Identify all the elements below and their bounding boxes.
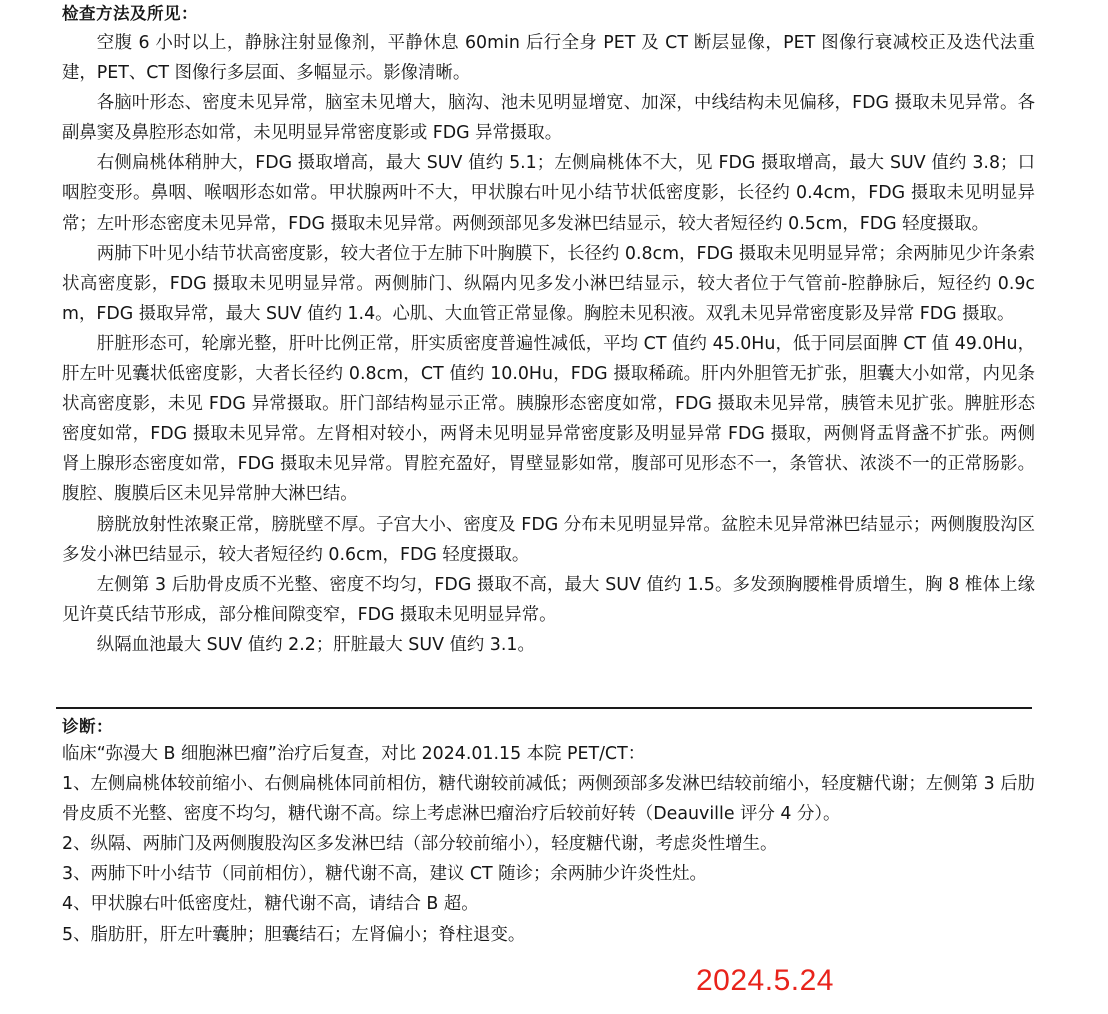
diagnosis-item: 4、甲状腺右叶低密度灶，糖代谢不高，请结合 B 超。 xyxy=(62,894,479,915)
diagnosis-item: 3、两肺下叶小结节（同前相仿），糖代谢不高，建议 CT 随诊；余两肺少许炎性灶。 xyxy=(62,864,707,885)
handwritten-date: 2024.5.24 xyxy=(696,964,834,997)
exam-paragraph-bone: 左侧第 3 后肋骨皮质不光整、密度不均匀，FDG 摄取不高，最大 SUV 值约 1.5。多发颈胸腰椎骨质增生，胸 8 椎体上缘见许莫氏结节形成，部分椎间隙变窄，FDG 摄取未见明显异常。 xyxy=(62,574,1035,625)
exam-paragraph-method: 空腹 6 小时以上，静脉注射显像剂，平静休息 60min 后行全身 PET 及 CT 断层显像，PET 图像行衰减校正及迭代法重建，PET、CT 图像行多层面、多幅显示。影像清晰。 xyxy=(62,33,1035,84)
exam-findings xyxy=(62,28,1035,660)
diagnosis-heading: 诊断： xyxy=(62,717,113,736)
diagnosis-item: 5、脂肪肝，肝左叶囊肿；胆囊结石；左肾偏小；脊柱退变。 xyxy=(62,924,526,945)
exam-heading: 检查方法及所见： xyxy=(62,4,198,23)
diagnosis-item: 1、左侧扁桃体较前缩小、右侧扁桃体同前相仿，糖代谢较前减低；两侧颈部多发淋巴结较前缩小，轻度糖代谢；左侧第 3 后肋骨皮质不光整、密度不均匀，糖代谢不高。综上考虑淋巴瘤治疗后较前好转（Deauville 评分 4 分）。 xyxy=(62,774,1035,825)
diagnosis-intro: 临床“弥漫大 B 细胞淋巴瘤”治疗后复查，对比 2024.01.15 本院 PET/CT： xyxy=(62,744,646,764)
section-divider xyxy=(56,707,1032,709)
exam-paragraph-neck: 右侧扁桃体稍肿大，FDG 摄取增高，最大 SUV 值约 5.1；左侧扁桃体不大，见 FDG 摄取增高，最大 SUV 值约 3.8；口咽腔变形。鼻咽、喉咽形态如常。甲状腺两叶不大，甲状腺右叶见小结节状低密度影，长径约 0.4cm，FDG 摄取未见明显异常；左叶形态密度未见异常，FDG 摄取未见异常。两侧颈部见多发淋巴结显示，较大者短径约 0.5cm，FDG 轻度摄取。 xyxy=(62,153,1035,234)
exam-paragraph-abdomen: 肝脏形态可，轮廓光整，肝叶比例正常，肝实质密度普遍性减低，平均 CT 值约 45.0Hu，低于同层面脾 CT 值 49.0Hu，肝左叶见囊状低密度影，大者长径约 0.8cm，CT 值约 10.0Hu，FDG 摄取稀疏。肝内外胆管无扩张，胆囊大小如常，内见条状高密度影，未见 FDG 异常摄取。肝门部结构显示正常。胰腺形态密度如常，FDG 摄取未见异常，胰管未见扩张。脾脏形态密度如常，FDG 摄取未见异常。左肾相对较小，两肾未见明显异常密度影及明显异常 FDG 摄取，两侧肾盂肾盏不扩张。两侧肾上腺形态密度如常，FDG 摄取未见异常。胃腔充盈好，胃壁显影如常，腹部可见形态不一，条管状、浓淡不一的正常肠影。腹腔、腹膜后区未见异常肿大淋巴结。 xyxy=(62,333,1035,505)
exam-paragraph-suv-reference: 纵隔血池最大 SUV 值约 2.2；肝脏最大 SUV 值约 3.1。 xyxy=(96,634,535,655)
diagnosis-item: 2、纵隔、两肺门及两侧腹股沟区多发淋巴结（部分较前缩小），轻度糖代谢，考虑炎性增生。 xyxy=(62,834,778,855)
exam-paragraph-brain: 各脑叶形态、密度未见异常，脑室未见增大，脑沟、池未见明显增宽、加深，中线结构未见偏移，FDG 摄取未见异常。各副鼻窦及鼻腔形态如常，未见明显异常密度影或 FDG 异常摄取。 xyxy=(62,93,1035,144)
diagnosis-section xyxy=(62,739,1035,950)
exam-paragraph-pelvis: 膀胱放射性浓聚正常，膀胱壁不厚。子宫大小、密度及 FDG 分布未见明显异常。盆腔未见异常淋巴结显示；两侧腹股沟区多发小淋巴结显示，较大者短径约 0.6cm，FDG 轻度摄取。 xyxy=(62,514,1035,565)
exam-paragraph-chest: 两肺下叶见小结节状高密度影，较大者位于左肺下叶胸膜下，长径约 0.8cm，FDG 摄取未见明显异常；余两肺见少许条索状高密度影，FDG 摄取未见明显异常。两侧肺门、纵隔内见多发小淋巴结显示，较大者位于气管前-腔静脉后，短径约 0.9cm，FDG 摄取异常，最大 SUV 值约 1.4。心肌、大血管正常显像。胸腔未见积液。双乳未见异常密度影及异常 FDG 摄取。 xyxy=(62,243,1035,324)
